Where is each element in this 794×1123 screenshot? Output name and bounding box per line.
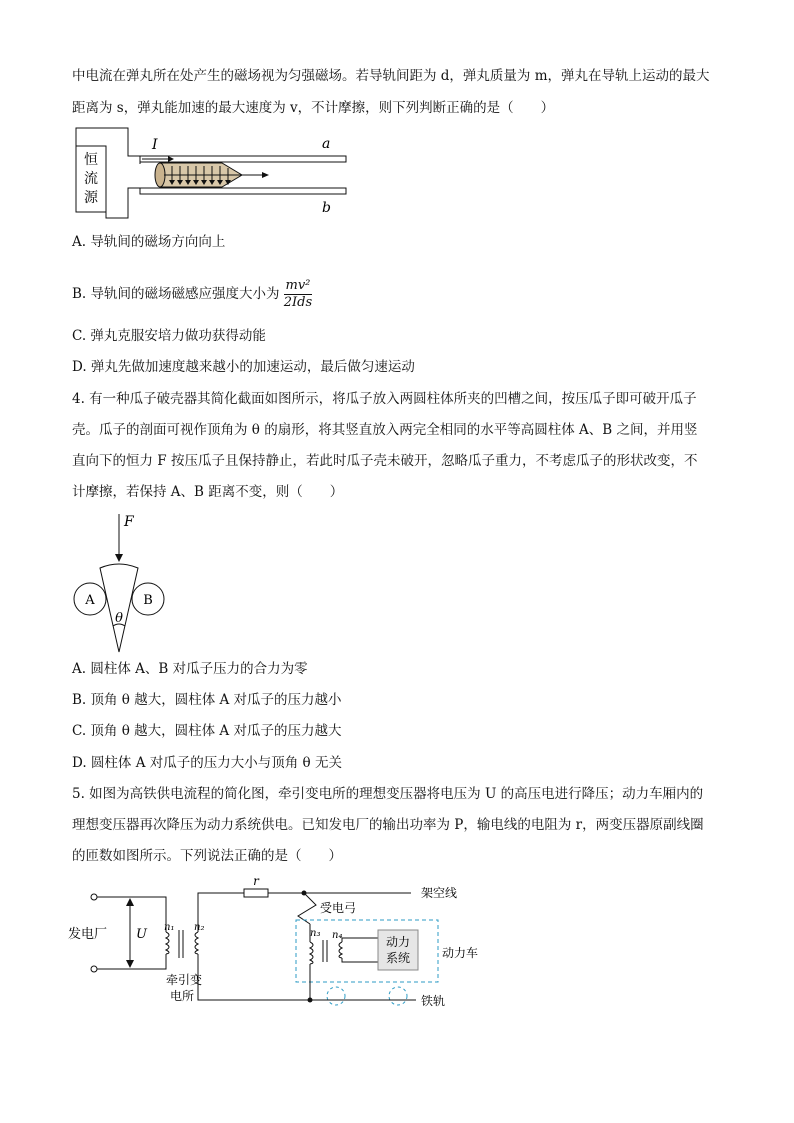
wheel-right	[389, 987, 407, 1005]
n2-label: n₂	[194, 922, 205, 933]
n3-label: n₃	[310, 928, 321, 939]
secondary-wire-top	[198, 893, 244, 932]
projectile-base	[155, 163, 165, 187]
source-label-char-2: 流	[84, 171, 98, 187]
q3-option-b-text: B. 导轨间的磁场磁感应强度大小为	[72, 286, 280, 302]
pantograph-arm	[298, 893, 316, 924]
q4-option-c: C. 顶角 θ 越大，圆柱体 A 对瓜子的压力越大	[72, 723, 342, 739]
q3-option-b-fraction	[284, 278, 313, 311]
angle-label: θ	[115, 611, 123, 626]
q5-rail-power-figure	[66, 872, 496, 1012]
q5-text-line-1: 5. 如图为高铁供电流程的简化图，牵引变电所的理想变压器将电压为 U 的高压电进行降压；动力车厢内的	[72, 786, 704, 802]
q4-text-line-3: 直向下的恒力 F 按压瓜子且保持静止，若此时瓜子壳未破开，忽略瓜子重力，不考虑瓜子的形状改变，不	[72, 453, 698, 469]
q3-text-line-2: 距离为 s，弹丸能加速的最大速度为 v，不计摩擦，则下列判断正确的是（ ）	[72, 100, 555, 116]
q5-text-line-2: 理想变压器再次降压为动力系统供电。已知发电厂的输出功率为 P，输电线的电阻为 r，两变压器原副线圈	[72, 817, 704, 833]
q3-option-c: C. 弹丸克服安培力做功获得动能	[72, 328, 266, 344]
rail-b	[140, 188, 346, 194]
substation-label-2: 电所	[170, 989, 195, 1003]
coil-n3	[310, 942, 313, 964]
power-car-label: 动力车	[442, 946, 479, 960]
pantograph-label: 受电弓	[320, 901, 357, 915]
cylinder-b-label: B	[143, 593, 153, 608]
q3-option-d: D. 弹丸先做加速度越来越小的加速运动，最后做匀速运动	[72, 359, 415, 375]
q4-text-line-4: 计摩擦，若保持 A、B 距离不变，则（ ）	[72, 484, 344, 500]
power-system-label-2: 系统	[385, 951, 411, 965]
rail-b-label: b	[322, 200, 331, 216]
coil-n2	[195, 932, 198, 954]
n1-label: n₁	[164, 922, 175, 933]
q5-text-line-3: 的匝数如图所示。下列说法正确的是（ ）	[72, 848, 342, 864]
coil-n4	[339, 942, 342, 958]
q3-option-b	[72, 278, 312, 311]
q3-option-a: A. 导轨间的磁场方向向上	[72, 234, 226, 250]
fraction-denominator: 2Ids	[283, 295, 313, 310]
n4-label: n₄	[332, 930, 343, 941]
q4-seed-cracker-figure	[70, 510, 170, 658]
plant-terminal-top	[91, 894, 97, 900]
q3-text-line-1: 中电流在弹丸所在处产生的磁场视为匀强磁场。若导轨间距为 d，弹丸质量为 m，弹丸在导轨上运动的最大	[72, 68, 710, 84]
force-label: F	[124, 514, 134, 530]
resistor-r	[244, 889, 268, 897]
resistor-label: r	[253, 874, 259, 888]
rail-label: 铁轨	[421, 994, 446, 1008]
q4-option-a: A. 圆柱体 A、B 对瓜子压力的合力为零	[72, 661, 308, 677]
substation-label-1: 牵引变	[166, 973, 203, 987]
voltage-label: U	[136, 927, 147, 942]
power-plant-label: 发电厂	[68, 927, 108, 942]
power-system-label-1: 动力	[385, 935, 411, 949]
overhead-line-label: 架空线	[421, 886, 458, 900]
source-label-char-1: 恒	[84, 152, 98, 168]
q4-text-line-1: 4. 有一种瓜子破壳器其简化截面如图所示，将瓜子放入两圆柱体所夹的凹槽之间，按压瓜子即可破开瓜子	[72, 391, 697, 407]
rail-a-label: a	[322, 136, 331, 152]
q4-option-d: D. 圆柱体 A 对瓜子的压力大小与顶角 θ 无关	[72, 755, 342, 771]
current-label: I	[152, 137, 158, 153]
cylinder-a-label: A	[85, 593, 95, 608]
q4-option-b: B. 顶角 θ 越大，圆柱体 A 对瓜子的压力越小	[72, 692, 342, 708]
wheel-left	[327, 987, 345, 1005]
source-label-char-3: 源	[84, 190, 98, 206]
seed-sector	[100, 564, 138, 652]
q3-railgun-figure	[72, 124, 362, 224]
q4-text-line-2: 壳。瓜子的剖面可视作顶角为 θ 的扇形，将其竖直放入两完全相同的水平等高圆柱体 A、B 之间，并用竖	[72, 422, 698, 438]
fraction-numerator: mv²	[285, 278, 311, 293]
plant-terminal-bottom	[91, 966, 97, 972]
coil-n1	[166, 932, 169, 954]
